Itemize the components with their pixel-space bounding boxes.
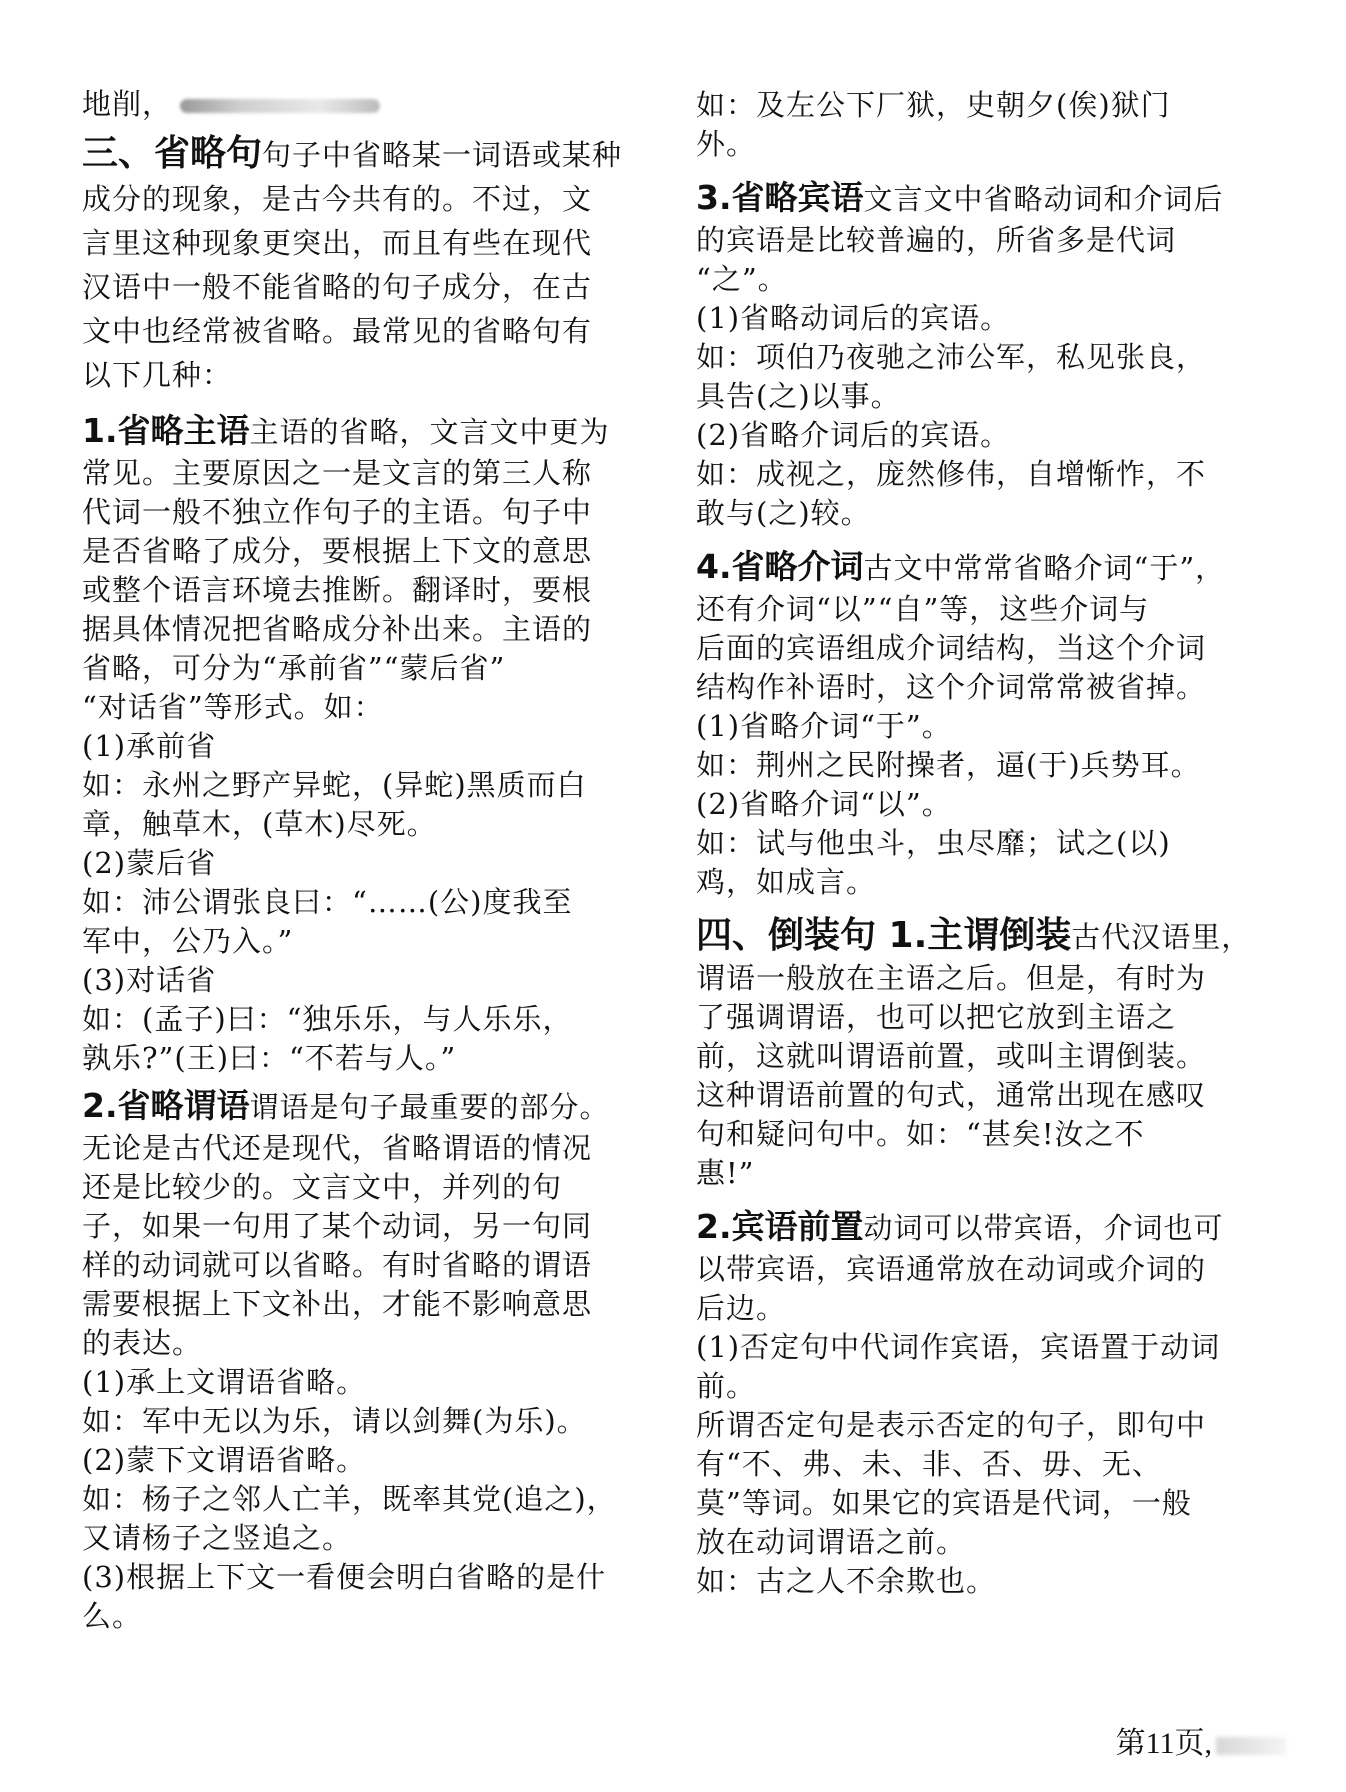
text-line: 如：荆州之民附操者，逼(于)兵势耳。	[696, 748, 1201, 782]
text-line: 了强调谓语，也可以把它放到主语之	[696, 1000, 1177, 1034]
heading-text: 四、倒装句 1.主谓倒装	[696, 915, 1072, 956]
text-line: 又请杨子之竖追之。	[82, 1521, 353, 1555]
text-line: 如：(孟子)曰：“独乐乐，与人乐乐，	[82, 1002, 573, 1036]
text-line: 放在动词谓语之前。	[696, 1525, 967, 1559]
section-heading-ellipsis	[82, 132, 642, 177]
line-text: 古代汉语里，	[1071, 920, 1252, 954]
heading-text: 2.宾语前置	[696, 1207, 864, 1246]
text-line: “之”。	[696, 262, 788, 296]
text-line: 如：沛公谓张良曰：“……(公)度我至	[82, 885, 573, 919]
text-line: 敢与(之)较。	[696, 496, 871, 530]
heading-text: 1.省略主语	[82, 411, 250, 450]
heading-text: 3.省略宾语	[696, 178, 864, 217]
text-line: 据具体情况把省略成分补出来。主语的	[82, 612, 593, 646]
text-line: 前，这就叫谓语前置，或叫主谓倒装。	[696, 1039, 1207, 1073]
text-line: 谓语一般放在主语之后。但是，有时为	[696, 961, 1207, 995]
text-line: 外。	[696, 127, 757, 161]
text-line: 以下几种：	[82, 358, 233, 392]
text-line: 或整个语言环境去推断。翻译时，要根	[82, 573, 593, 607]
text-line: 如：试与他虫斗，虫尽靡；试之(以)	[696, 826, 1171, 860]
text-line: 惠!”	[696, 1156, 755, 1190]
text-line: (1)承上文谓语省略。	[82, 1365, 367, 1399]
text-line: 具告(之)以事。	[696, 379, 901, 413]
subsection-heading-predicate	[82, 1084, 642, 1129]
line-text: 主语的省略，文言文中更为	[249, 415, 610, 449]
text-line: 结构作补语时，这个介词常常被省掉。	[696, 670, 1207, 704]
redacted-blur	[180, 99, 380, 113]
text-line: (2)省略介词“以”。	[696, 787, 952, 821]
heading-text: 三、省略句	[82, 133, 263, 174]
text-line: (2)蒙后省	[82, 846, 217, 880]
text-line: 军中，公乃入。”	[82, 924, 294, 958]
text-line: 如：杨子之邻人亡羊，既率其党(追之)，	[82, 1482, 617, 1516]
text-line: 常见。主要原因之一是文言的第三人称	[82, 456, 593, 490]
text-line	[82, 82, 642, 126]
text-line: 么。	[82, 1599, 143, 1633]
text-line: 前。	[696, 1369, 757, 1403]
line-text: 古文中常常省略介词“于”，	[863, 551, 1226, 585]
text-line: 章，触草木，(草木)尽死。	[82, 807, 437, 841]
text-line: 无论是古代还是现代，省略谓语的情况	[82, 1131, 593, 1165]
text-line: 还是比较少的。文言文中，并列的句	[82, 1170, 563, 1204]
text-line: 样的动词就可以省略。有时省略的谓语	[82, 1248, 593, 1282]
text-line: 是否省略了成分，要根据上下文的意思	[82, 534, 593, 568]
page-number: 第11页,	[1115, 1727, 1212, 1760]
text-line: 后面的宾语组成介词结构，当这个介词	[696, 631, 1207, 665]
text-line: (3)根据上下文一看便会明白省略的是什	[82, 1560, 607, 1594]
section-heading-inversion	[696, 914, 1276, 959]
text-line: (1)省略介词“于”。	[696, 709, 952, 743]
line-text: 地削，	[82, 87, 173, 121]
text-line: (1)否定句中代词作宾语，宾语置于动词	[696, 1330, 1221, 1364]
text-line: 如：军中无以为乐，请以剑舞(为乐)。	[82, 1404, 587, 1438]
text-line: 省略，可分为“承前省”“蒙后省”	[82, 651, 506, 685]
text-line: 如：成视之，庞然修伟，自增惭怍，不	[696, 457, 1207, 491]
text-line: 以带宾语，宾语通常放在动词或介词的	[696, 1252, 1207, 1286]
text-line: 需要根据上下文补出，才能不影响意思	[82, 1287, 593, 1321]
text-line: (2)省略介词后的宾语。	[696, 418, 1011, 452]
text-line: 子，如果一句用了某个动词，另一句同	[82, 1209, 593, 1243]
text-line: (2)蒙下文谓语省略。	[82, 1443, 367, 1477]
text-line: (1)承前省	[82, 729, 217, 763]
line-text: 句子中省略某一词语或某种	[262, 138, 623, 172]
text-line: 如：及左公下厂狱，史朝夕(俟)狱门	[696, 88, 1171, 122]
text-line: 言里这种现象更突出，而且有些在现代	[82, 226, 593, 260]
text-line: 汉语中一般不能省略的句子成分，在古	[82, 270, 593, 304]
right-column	[696, 86, 1276, 1601]
text-line: 孰乐?”(王)曰：“不若与人。”	[82, 1041, 457, 1075]
text-line: 代词一般不独立作句子的主语。句子中	[82, 495, 593, 529]
page-footer	[1116, 1718, 1286, 1762]
text-line: 的表达。	[82, 1326, 203, 1360]
heading-text: 2.省略谓语	[82, 1086, 250, 1125]
subsection-heading-object-preposed	[696, 1205, 1276, 1250]
text-line: 句和疑问句中。如：“甚矣!汝之不	[696, 1117, 1145, 1151]
left-column	[82, 82, 642, 1636]
subsection-heading-subject	[82, 409, 642, 454]
watermark-smudge	[1216, 1737, 1286, 1755]
text-line: 如：永州之野产异蛇，(异蛇)黑质而白	[82, 768, 587, 802]
text-line: 如：项伯乃夜驰之沛公军，私见张良，	[696, 340, 1207, 374]
text-line: 还有介词“以”“自”等，这些介词与	[696, 592, 1150, 626]
text-line: 文中也经常被省略。最常见的省略句有	[82, 314, 593, 348]
text-line: 鸡，如成言。	[696, 865, 877, 899]
text-line: 莫”等词。如果它的宾语是代词，一般	[696, 1486, 1192, 1520]
subsection-heading-object	[696, 176, 1276, 221]
text-line: (1)省略动词后的宾语。	[696, 301, 1011, 335]
text-line: 如：古之人不余欺也。	[696, 1564, 997, 1598]
line-text: 文言文中省略动词和介词后	[863, 182, 1224, 216]
text-line: (3)对话省	[82, 963, 217, 997]
text-line: 所谓否定句是表示否定的句子，即句中	[696, 1408, 1207, 1442]
text-line: 后边。	[696, 1291, 787, 1325]
text-line: 有“不、弗、未、非、否、毋、无、	[696, 1447, 1162, 1481]
text-line: 这种谓语前置的句式，通常出现在感叹	[696, 1078, 1207, 1112]
text-line: 的宾语是比较普遍的，所省多是代词	[696, 223, 1177, 257]
text-line: 成分的现象，是古今共有的。不过，文	[82, 182, 593, 216]
subsection-heading-preposition	[696, 545, 1276, 590]
line-text: 动词可以带宾语，介词也可	[863, 1211, 1224, 1245]
line-text: 谓语是句子最重要的部分。	[249, 1090, 610, 1124]
heading-text: 4.省略介词	[696, 547, 864, 586]
text-line: “对话省”等形式。如：	[82, 690, 384, 724]
